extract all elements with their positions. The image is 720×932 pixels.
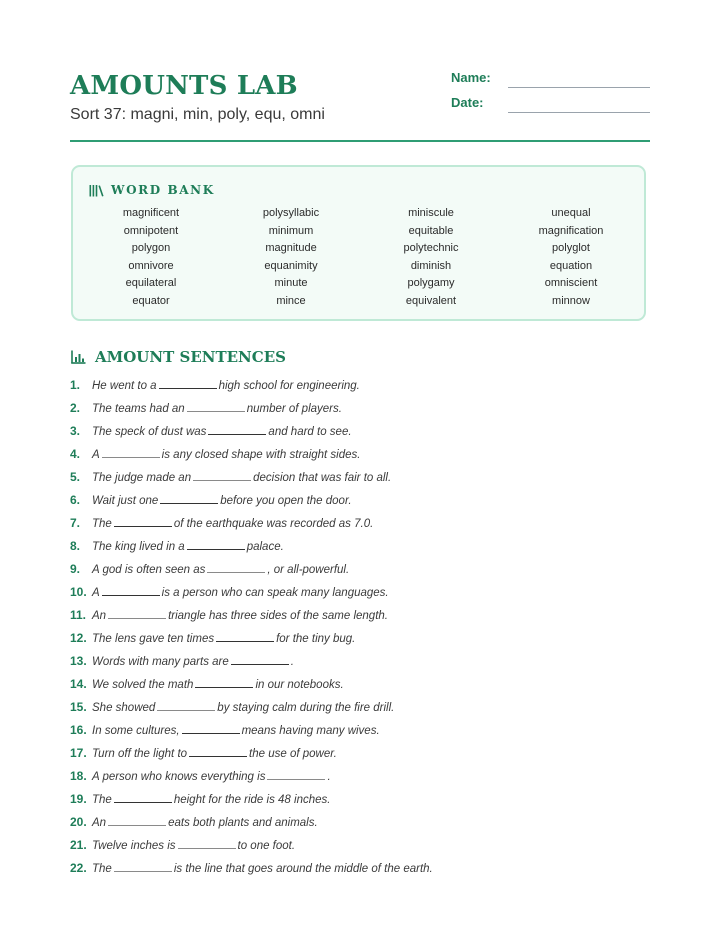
- sentence-before: A person who knows everything is: [92, 771, 266, 783]
- sentence-text: [92, 607, 388, 625]
- name-label: Name:: [451, 70, 491, 85]
- sentence-before: The: [92, 863, 112, 875]
- sentence-before: The: [92, 794, 112, 806]
- sentence-number: 4.: [70, 447, 81, 461]
- word-bank-word: equator: [132, 294, 170, 307]
- sentence-text: [92, 423, 352, 441]
- answer-blank[interactable]: [159, 377, 217, 389]
- answer-blank[interactable]: [114, 860, 172, 872]
- date-field: [451, 95, 651, 115]
- answer-blank[interactable]: [108, 607, 166, 619]
- sentence-after: number of players.: [246, 403, 342, 415]
- sentence-text: [92, 446, 360, 464]
- sentence-number: 18.: [70, 769, 87, 783]
- word-bank-word: equitable: [408, 224, 454, 237]
- sentence-after: to one foot.: [237, 840, 296, 852]
- sentences-title: AMOUNT SENTENCES: [95, 348, 286, 366]
- sentence-number: 17.: [70, 746, 87, 760]
- sentence-after: is any closed shape with straight sides.: [161, 449, 361, 461]
- sentence-after: in our notebooks.: [255, 679, 344, 691]
- sentence-item: [70, 538, 650, 561]
- sentence-before: A: [92, 587, 100, 599]
- sentence-list: [70, 377, 650, 883]
- sentence-after: .: [327, 771, 331, 783]
- sentence-item: [70, 377, 650, 400]
- sentence-text: [92, 791, 330, 809]
- sentence-item: [70, 768, 650, 791]
- word-bank-word: omnivore: [128, 259, 174, 272]
- sentence-before: In some cultures,: [92, 725, 180, 737]
- sentence-item: [70, 699, 650, 722]
- answer-blank[interactable]: [102, 584, 160, 596]
- answer-blank[interactable]: [157, 699, 215, 711]
- word-bank-header: [89, 182, 215, 198]
- word-bank-word: equivalent: [405, 294, 457, 307]
- sentence-before: Words with many parts are: [92, 656, 229, 668]
- sentence-before: Twelve inches is: [92, 840, 176, 852]
- books-icon: [89, 184, 104, 197]
- sentence-after: eats both plants and animals.: [168, 817, 318, 829]
- answer-blank[interactable]: [216, 630, 274, 642]
- word-bank-word: polyglot: [552, 242, 590, 255]
- answer-blank[interactable]: [189, 745, 247, 757]
- bar-chart-icon: [71, 350, 86, 364]
- word-bank-word: unequal: [551, 207, 591, 219]
- sentence-number: 11.: [70, 608, 87, 622]
- sentence-text: [92, 653, 294, 671]
- sentence-number: 9.: [70, 562, 81, 576]
- sentence-before: Turn off the light to: [92, 748, 188, 760]
- sentence-before: We solved the math: [92, 679, 194, 691]
- sentence-item: [70, 791, 650, 814]
- answer-blank[interactable]: [193, 469, 251, 481]
- answer-blank[interactable]: [108, 814, 166, 826]
- sentence-text: [92, 860, 433, 878]
- answer-blank[interactable]: [267, 768, 325, 780]
- sentence-text: [92, 492, 352, 510]
- word-bank-word: minimum: [268, 224, 314, 237]
- sentence-after: decision that was fair to all.: [253, 472, 392, 484]
- answer-blank[interactable]: [182, 722, 240, 734]
- sentence-item: [70, 469, 650, 492]
- sentence-text: [92, 469, 391, 487]
- sentence-after: before you open the door.: [220, 495, 352, 507]
- sentence-before: A god is often seen as: [92, 564, 206, 576]
- page-title: AMOUNTS LAB: [70, 71, 298, 101]
- word-bank-word: polygon: [131, 242, 171, 255]
- sentence-item: [70, 423, 650, 446]
- sentence-item: [70, 745, 650, 768]
- sentences-header: [71, 347, 286, 367]
- word-bank-word: magnification: [538, 224, 604, 237]
- sentence-item: [70, 814, 650, 837]
- word-bank-word: equanimity: [264, 259, 318, 272]
- answer-blank[interactable]: [207, 561, 265, 573]
- word-bank: [71, 165, 646, 321]
- word-bank-word: omniscient: [544, 277, 598, 290]
- sentence-text: [92, 561, 349, 579]
- answer-blank[interactable]: [208, 423, 266, 435]
- sentence-number: 15.: [70, 700, 87, 714]
- sentence-number: 6.: [70, 493, 81, 507]
- sentence-item: [70, 630, 650, 653]
- sentence-before: An: [92, 610, 107, 622]
- name-line: [508, 87, 650, 88]
- sentence-before: A: [92, 449, 100, 461]
- sentence-before: The speck of dust was: [92, 426, 207, 438]
- sentence-before: He went to a: [92, 380, 157, 392]
- sentence-number: 8.: [70, 539, 81, 553]
- sentence-before: The teams had an: [92, 403, 185, 415]
- sentence-after: and hard to see.: [268, 426, 352, 438]
- answer-blank[interactable]: [231, 653, 289, 665]
- word-bank-word: equation: [549, 259, 593, 272]
- sentence-text: [92, 837, 295, 855]
- sentence-item: [70, 400, 650, 423]
- sentence-before: An: [92, 817, 107, 829]
- sentence-item: [70, 653, 650, 676]
- sentence-number: 7.: [70, 516, 81, 530]
- sentence-after: means having many wives.: [241, 725, 380, 737]
- sentence-text: [92, 768, 331, 786]
- word-bank-word: minute: [274, 277, 308, 290]
- sentence-number: 16.: [70, 723, 87, 737]
- name-field: [451, 70, 651, 90]
- word-bank-word: omnipotent: [123, 224, 179, 237]
- sentence-number: 21.: [70, 838, 87, 852]
- sentence-number: 10.: [70, 585, 87, 599]
- word-bank-word: diminish: [410, 259, 452, 272]
- sentence-text: [92, 722, 380, 740]
- sentence-item: [70, 837, 650, 860]
- sentence-number: 12.: [70, 631, 87, 645]
- word-bank-grid: [81, 205, 638, 311]
- word-bank-word: magnificent: [122, 207, 180, 219]
- sentence-number: 19.: [70, 792, 87, 806]
- answer-blank[interactable]: [195, 676, 253, 688]
- sentence-before: The lens gave ten times: [92, 633, 215, 645]
- sentence-text: [92, 377, 360, 395]
- answer-blank[interactable]: [160, 492, 218, 504]
- word-bank-word: polygamy: [407, 277, 455, 290]
- word-bank-word: polysyllabic: [262, 207, 320, 219]
- sentence-after: by staying calm during the fire drill.: [217, 702, 395, 714]
- answer-blank[interactable]: [114, 791, 172, 803]
- sentence-number: 3.: [70, 424, 81, 438]
- answer-blank[interactable]: [187, 400, 245, 412]
- sentence-number: 5.: [70, 470, 81, 484]
- sentence-text: [92, 699, 394, 717]
- word-bank-word: polytechnic: [403, 242, 459, 255]
- sentence-text: [92, 515, 373, 533]
- answer-blank[interactable]: [102, 446, 160, 458]
- answer-blank[interactable]: [114, 515, 172, 527]
- sentence-after: for the tiny bug.: [276, 633, 356, 645]
- sentence-item: [70, 515, 650, 538]
- sentence-number: 20.: [70, 815, 87, 829]
- page-subtitle: Sort 37: magni, min, poly, equ, omni: [70, 106, 325, 123]
- sentence-after: of the earthquake was recorded as 7.0.: [173, 518, 374, 530]
- word-bank-word: mince: [276, 294, 306, 307]
- sentence-text: [92, 745, 337, 763]
- word-bank-word: minnow: [552, 294, 590, 307]
- sentence-item: [70, 584, 650, 607]
- sentence-after: .: [290, 656, 294, 668]
- sentence-after: palace.: [246, 541, 284, 553]
- date-line: [508, 112, 650, 113]
- sentence-before: The king lived in a: [92, 541, 185, 553]
- sentence-after: height for the ride is 48 inches.: [173, 794, 331, 806]
- word-bank-word: equilateral: [125, 277, 177, 290]
- sentence-number: 1.: [70, 378, 81, 392]
- sentence-before: The judge made an: [92, 472, 192, 484]
- word-bank-title: WORD BANK: [111, 183, 215, 197]
- sentence-after: , or all-powerful.: [267, 564, 350, 576]
- sentence-after: the use of power.: [249, 748, 337, 760]
- answer-blank[interactable]: [187, 538, 245, 550]
- sentence-number: 22.: [70, 861, 87, 875]
- sentence-item: [70, 446, 650, 469]
- word-bank-word: magnitude: [265, 242, 317, 255]
- sentence-number: 13.: [70, 654, 87, 668]
- sentence-text: [92, 676, 344, 694]
- sentence-before: She showed: [92, 702, 156, 714]
- sentence-text: [92, 538, 284, 556]
- sentence-item: [70, 607, 650, 630]
- sentence-before: The: [92, 518, 112, 530]
- sentence-text: [92, 630, 355, 648]
- sentence-number: 14.: [70, 677, 87, 691]
- sentence-after: is a person who can speak many languages.: [161, 587, 389, 599]
- sentence-item: [70, 860, 650, 883]
- sentence-item: [70, 492, 650, 515]
- sentence-text: [92, 584, 389, 602]
- header-divider: [70, 140, 650, 142]
- sentence-after: is the line that goes around the middle of the earth.: [173, 863, 433, 875]
- sentence-item: [70, 561, 650, 584]
- sentence-after: triangle has three sides of the same length.: [168, 610, 388, 622]
- sentence-before: Wait just one: [92, 495, 159, 507]
- sentence-text: [92, 814, 318, 832]
- sentence-item: [70, 722, 650, 745]
- sentence-after: high school for engineering.: [218, 380, 360, 392]
- sentence-text: [92, 400, 342, 418]
- date-label: Date:: [451, 95, 484, 110]
- answer-blank[interactable]: [178, 837, 236, 849]
- sentence-item: [70, 676, 650, 699]
- sentence-number: 2.: [70, 401, 81, 415]
- word-bank-word: miniscule: [408, 207, 454, 219]
